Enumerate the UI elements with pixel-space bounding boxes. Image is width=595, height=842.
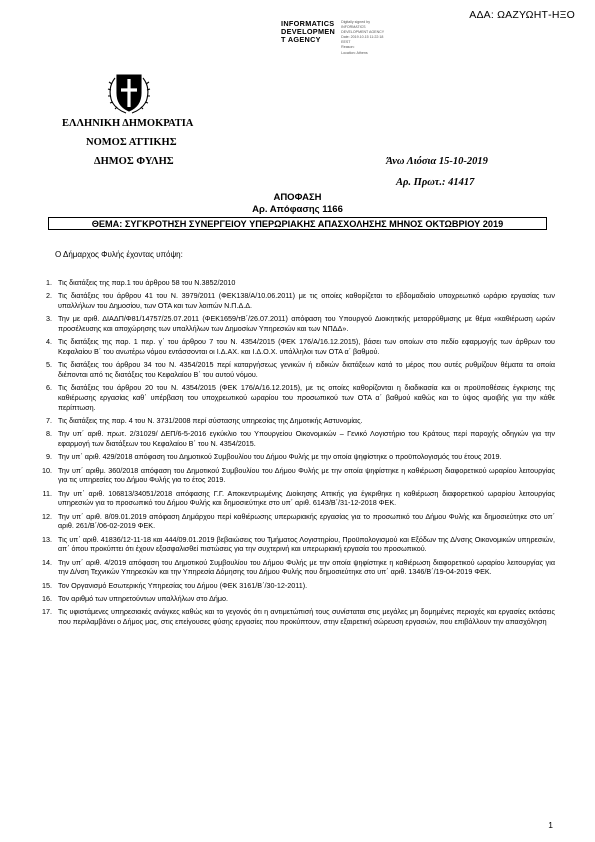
ada-code: ΑΔΑ: ΩΑΖΥΩΗΤ-ΗΞΟ bbox=[469, 9, 575, 21]
list-item bbox=[30, 429, 555, 448]
stamp-detail: Date: 2019.10.15 11:22:18 bbox=[341, 35, 384, 40]
list-item-text: Τις διατάξεις της παρ. 1 περ. γ΄ του άρθρου 7 του Ν. 4354/2015 (ΦΕΚ 176/Α/16.12.2015), βάσει των οποίων στο πεδίο εφαρμογής των άρθρων του Κεφαλαίου Β΄ του ανωτέρω νόμου εντάσσονται οι Ι.Δ.ΑΧ. και Ι.Δ.Ο.Χ. υπάλληλοι των ΟΤΑ α΄ βαθμού. bbox=[58, 337, 555, 356]
list-item-number: 10. bbox=[42, 465, 52, 475]
list-item-number: 8. bbox=[46, 429, 52, 439]
list-item bbox=[30, 314, 555, 333]
intro-text: Ο Δήμαρχος Φυλής έχοντας υπόψη: bbox=[55, 250, 183, 259]
decision-title: ΑΠΟΦΑΣΗ bbox=[273, 192, 322, 203]
list-item-text: Τις υπ΄ αριθ. 41836/12-11-18 και 444/09.01.2019 βεβαιώσεις του Τμήματος Λογιστηρίου, Προϋπολογισμού και Εξόδων της Δ/νσης Οικονομικών υπηρεσιών, απ΄ όπου προκύπτει ότι έχουν εξασφαλισθεί πιστώσεις για την συχτερινή και υπερωριακή εργασία του προσωπικού. bbox=[58, 534, 555, 554]
list-item-text: Τις διατάξεις του άρθρου 20 του Ν. 4354/2015 (ΦΕΚ 176/Α/16.12.2015), με τις οποίες καθορίζονται η διαδικασία και οι προϋποθέσεις έγκρισης της καθιέρωσης εργασίας καθ΄ υπέρβαση του υποχρεωτικού ωραρίου του προσωπικού των ΟΤΑ α΄ βαθμού καθώς και το ύψος αμοιβής για την κάθε περίπτωση. bbox=[58, 383, 555, 412]
stamp-detail: INFORMATICS bbox=[341, 25, 366, 30]
list-item-text: Τις διατάξεις της παρ.1 του άρθρου 58 του Ν.3852/2010 bbox=[58, 278, 236, 287]
list-item bbox=[30, 383, 555, 412]
list-item-number: 11. bbox=[42, 488, 52, 498]
digital-signature-stamp bbox=[281, 20, 403, 56]
list-item-number: 13. bbox=[42, 534, 52, 544]
page-number: 1 bbox=[548, 820, 553, 830]
list-item-text: Τις διατάξεις του άρθρου 41 του Ν. 3979/2011 (ΦΕΚ138/Α/10.06.2011) με τις οποίες καθορίζεται το εβδομαδιαίο υποχρεωτικό ωράριο εργασίας των υπαλλήλων του Δημοσίου, των ΟΤΑ και των λοιπών Ν.Π.Δ.Δ. bbox=[58, 291, 555, 310]
considerations-list bbox=[30, 278, 555, 630]
list-item-text: Την υπ΄ αριθ. 8/09.01.2019 απόφαση Δημάρχου περί καθιέρωσης υπερωριακής εργασίας για το προσωπικό του Δήμου Φυλής και δημοσιεύτηκε στο υπ΄ αριθ. 261/Β΄/06-02-2019 ΦΕΚ. bbox=[58, 511, 555, 531]
stamp-agency bbox=[281, 20, 335, 56]
stamp-detail: EEST bbox=[341, 40, 351, 45]
list-item bbox=[30, 581, 555, 591]
prefecture-name: ΝΟΜΟΣ ΑΤΤΙΚΗΣ bbox=[86, 137, 177, 148]
list-item bbox=[30, 337, 555, 356]
list-item-number: 17. bbox=[42, 607, 52, 617]
greek-coat-of-arms-icon bbox=[103, 66, 155, 118]
list-item-number: 3. bbox=[46, 314, 52, 324]
list-item-number: 2. bbox=[46, 291, 52, 301]
list-item bbox=[30, 466, 555, 485]
list-item-number: 7. bbox=[46, 415, 52, 425]
stamp-details bbox=[341, 20, 403, 56]
protocol-number: Αρ. Πρωτ.: 41417 bbox=[396, 177, 475, 188]
place-date: Άνω Λιόσια 15-10-2019 bbox=[386, 156, 488, 167]
list-item-text: Την υπ΄ αριθ. 429/2018 απόφαση του Δημοτικού Συμβουλίου του Δήμου Φυλής με την οποία ψηφίστηκε ο προϋπολογισμός του έτους 2019. bbox=[58, 452, 502, 462]
list-item bbox=[30, 278, 555, 288]
decision-number: Αρ. Απόφασης 1166 bbox=[252, 204, 343, 215]
list-item-text: Τις διατάξεις του άρθρου 34 του Ν. 4354/2015 περί καταργήσεως γενικών ή ειδικών διατάξεων κατά το μέρος που αυτές ρυθμίζουν θέματα τα οποία διέπονται από τις διατάξεις του Κεφαλαίου Β΄ του αυτού νόμου. bbox=[58, 360, 555, 379]
list-item-number: 14. bbox=[42, 557, 52, 567]
list-item bbox=[30, 291, 555, 310]
list-item-text: Τις υφιστάμενες υπηρεσιακές ανάγκες καθώς και το γεγονός ότι η αντιμετώπισή τους συνίσταται στις μεγάλες μη δομημένες περιοχές και εργασίες εκτάσεις που περιλαμβάνει ο Δήμος μας, στις επείγουσες φύσης εργασίες που προκύπτουν, στην εξαιρετική σώρευση εργασιών, που επιβάλλουν την απασχόληση bbox=[58, 607, 555, 626]
list-item-number: 4. bbox=[46, 337, 52, 347]
list-item-text: Τον αριθμό των υπηρετούντων υπαλλήλων στο Δήμο. bbox=[58, 593, 228, 603]
list-item-number: 12. bbox=[42, 511, 52, 521]
list-item bbox=[30, 452, 555, 462]
list-item-text: Τον Οργανισμό Εσωτερικής Υπηρεσίας του Δήμου (ΦΕΚ 3161/Β΄/30-12-2011). bbox=[58, 580, 308, 590]
list-item-number: 9. bbox=[46, 452, 52, 462]
list-item bbox=[30, 416, 555, 426]
list-item bbox=[30, 512, 555, 531]
stamp-detail: DEVELOPMENT AGENCY bbox=[341, 30, 385, 35]
stamp-line: T AGENCY bbox=[281, 35, 321, 44]
list-item bbox=[30, 558, 555, 577]
stamp-detail: Digitally signed by bbox=[341, 20, 371, 24]
stamp-line: DEVELOPMEN bbox=[281, 27, 336, 36]
list-item-number: 16. bbox=[42, 593, 52, 603]
municipality-name: ΔΗΜΟΣ ΦΥΛΗΣ bbox=[94, 156, 174, 167]
list-item-text: Την με αριθ. ΔΙΑΔΠ/Φ81/14757/25.07.2011 (ΦΕΚ1659/τΒ΄/26.07.2011) απόφαση του Υπουργού Διοικητικής μεταρρύθμισης με θέμα «καθιέρωση ωρών προσέλευσης και αποχώρησης των υπαλλήλων των Δημοσίων Υπηρεσιών και των ΝΠΔΔ». bbox=[58, 314, 555, 333]
list-item bbox=[30, 489, 555, 508]
list-item-number: 15. bbox=[42, 580, 52, 590]
list-item-text: Την υπ΄ αριθμ. 360/2018 απόφαση του Δημοτικού Συμβουλίου του Δήμου Φυλής με την οποία ψηφίστηκε η καθιέρωση διαφορετικού ωραρίου λειτουργίας για τις υπηρεσίες του Δήμου Φυλής για το έτος 2019. bbox=[58, 465, 555, 485]
decision-subject: ΘΕΜΑ: ΣΥΓΚΡΟΤΗΣΗ ΣΥΝΕΡΓΕΙΟΥ ΥΠΕΡΩΡΙΑΚΗΣ ΑΠΑΣΧΟΛΗΣΗΣ ΜΗΝΟΣ ΟΚΤΩΒΡΙΟΥ 2019 bbox=[48, 217, 547, 230]
list-item-number: 6. bbox=[46, 383, 52, 393]
list-item bbox=[30, 607, 555, 626]
list-item bbox=[30, 360, 555, 379]
list-item-text: Την υπ΄ αριθ. πρωτ. 2/31029/ ΔΕΠ/6-5-2016 εγκύκλιο του Υπουργείου Οικονομικών – Γενικό Λογιστήριο του Κράτους περί παροχής οδηγιών για την εφαρμογή των διατάξεων του Κεφαλαίου Β΄ του Ν. 4354/2015. bbox=[58, 429, 555, 448]
list-item-text: Τις διατάξεις της παρ. 4 του Ν. 3731/2008 περί σύστασης υπηρεσίας της Δημοτικής Αστυνομίας. bbox=[58, 415, 363, 425]
stamp-detail: Reason: bbox=[341, 45, 355, 50]
list-item bbox=[30, 535, 555, 554]
list-item bbox=[30, 594, 555, 604]
stamp-line: INFORMATICS bbox=[281, 19, 335, 28]
list-item-text: Την υπ΄ αριθ. 106813/34051/2018 απόφασης Γ.Γ. Αποκεντρωμένης Διοίκησης Αττικής για έγκριθηκε η καθιέρωση διαφορετικού ωραρίου λειτουργίας υπηρεσιών για το προσωπικό του Δήμου Φυλής και δημοσιεύτηκε στο υπ΄ αριθ. 6143/Β΄/31-12-2018 ΦΕΚ. bbox=[58, 488, 555, 508]
republic-name: ΕΛΛΗΝΙΚΗ ΔΗΜΟΚΡΑΤΙΑ bbox=[62, 118, 194, 129]
list-item-number: 1. bbox=[46, 278, 52, 287]
list-item-text: Την υπ΄ αριθ. 4/2019 απόφαση του Δημοτικού Συμβουλίου του Δήμου Φυλής με την οποία ψηφίστηκε η καθιέρωση διαφορετικού ωραρίου λειτουργίας για την Δ/νση Τεχνικών Υπηρεσιών και την Υπηρεσία Δόμησης του Δήμου Φυλής που δημοσιεύτηκε στο υπ΄ αριθ. 1346/Β΄/19-04-2019 ΦΕΚ. bbox=[58, 557, 555, 577]
list-item-number: 5. bbox=[46, 360, 52, 370]
stamp-detail: Location: Athens bbox=[341, 50, 368, 55]
